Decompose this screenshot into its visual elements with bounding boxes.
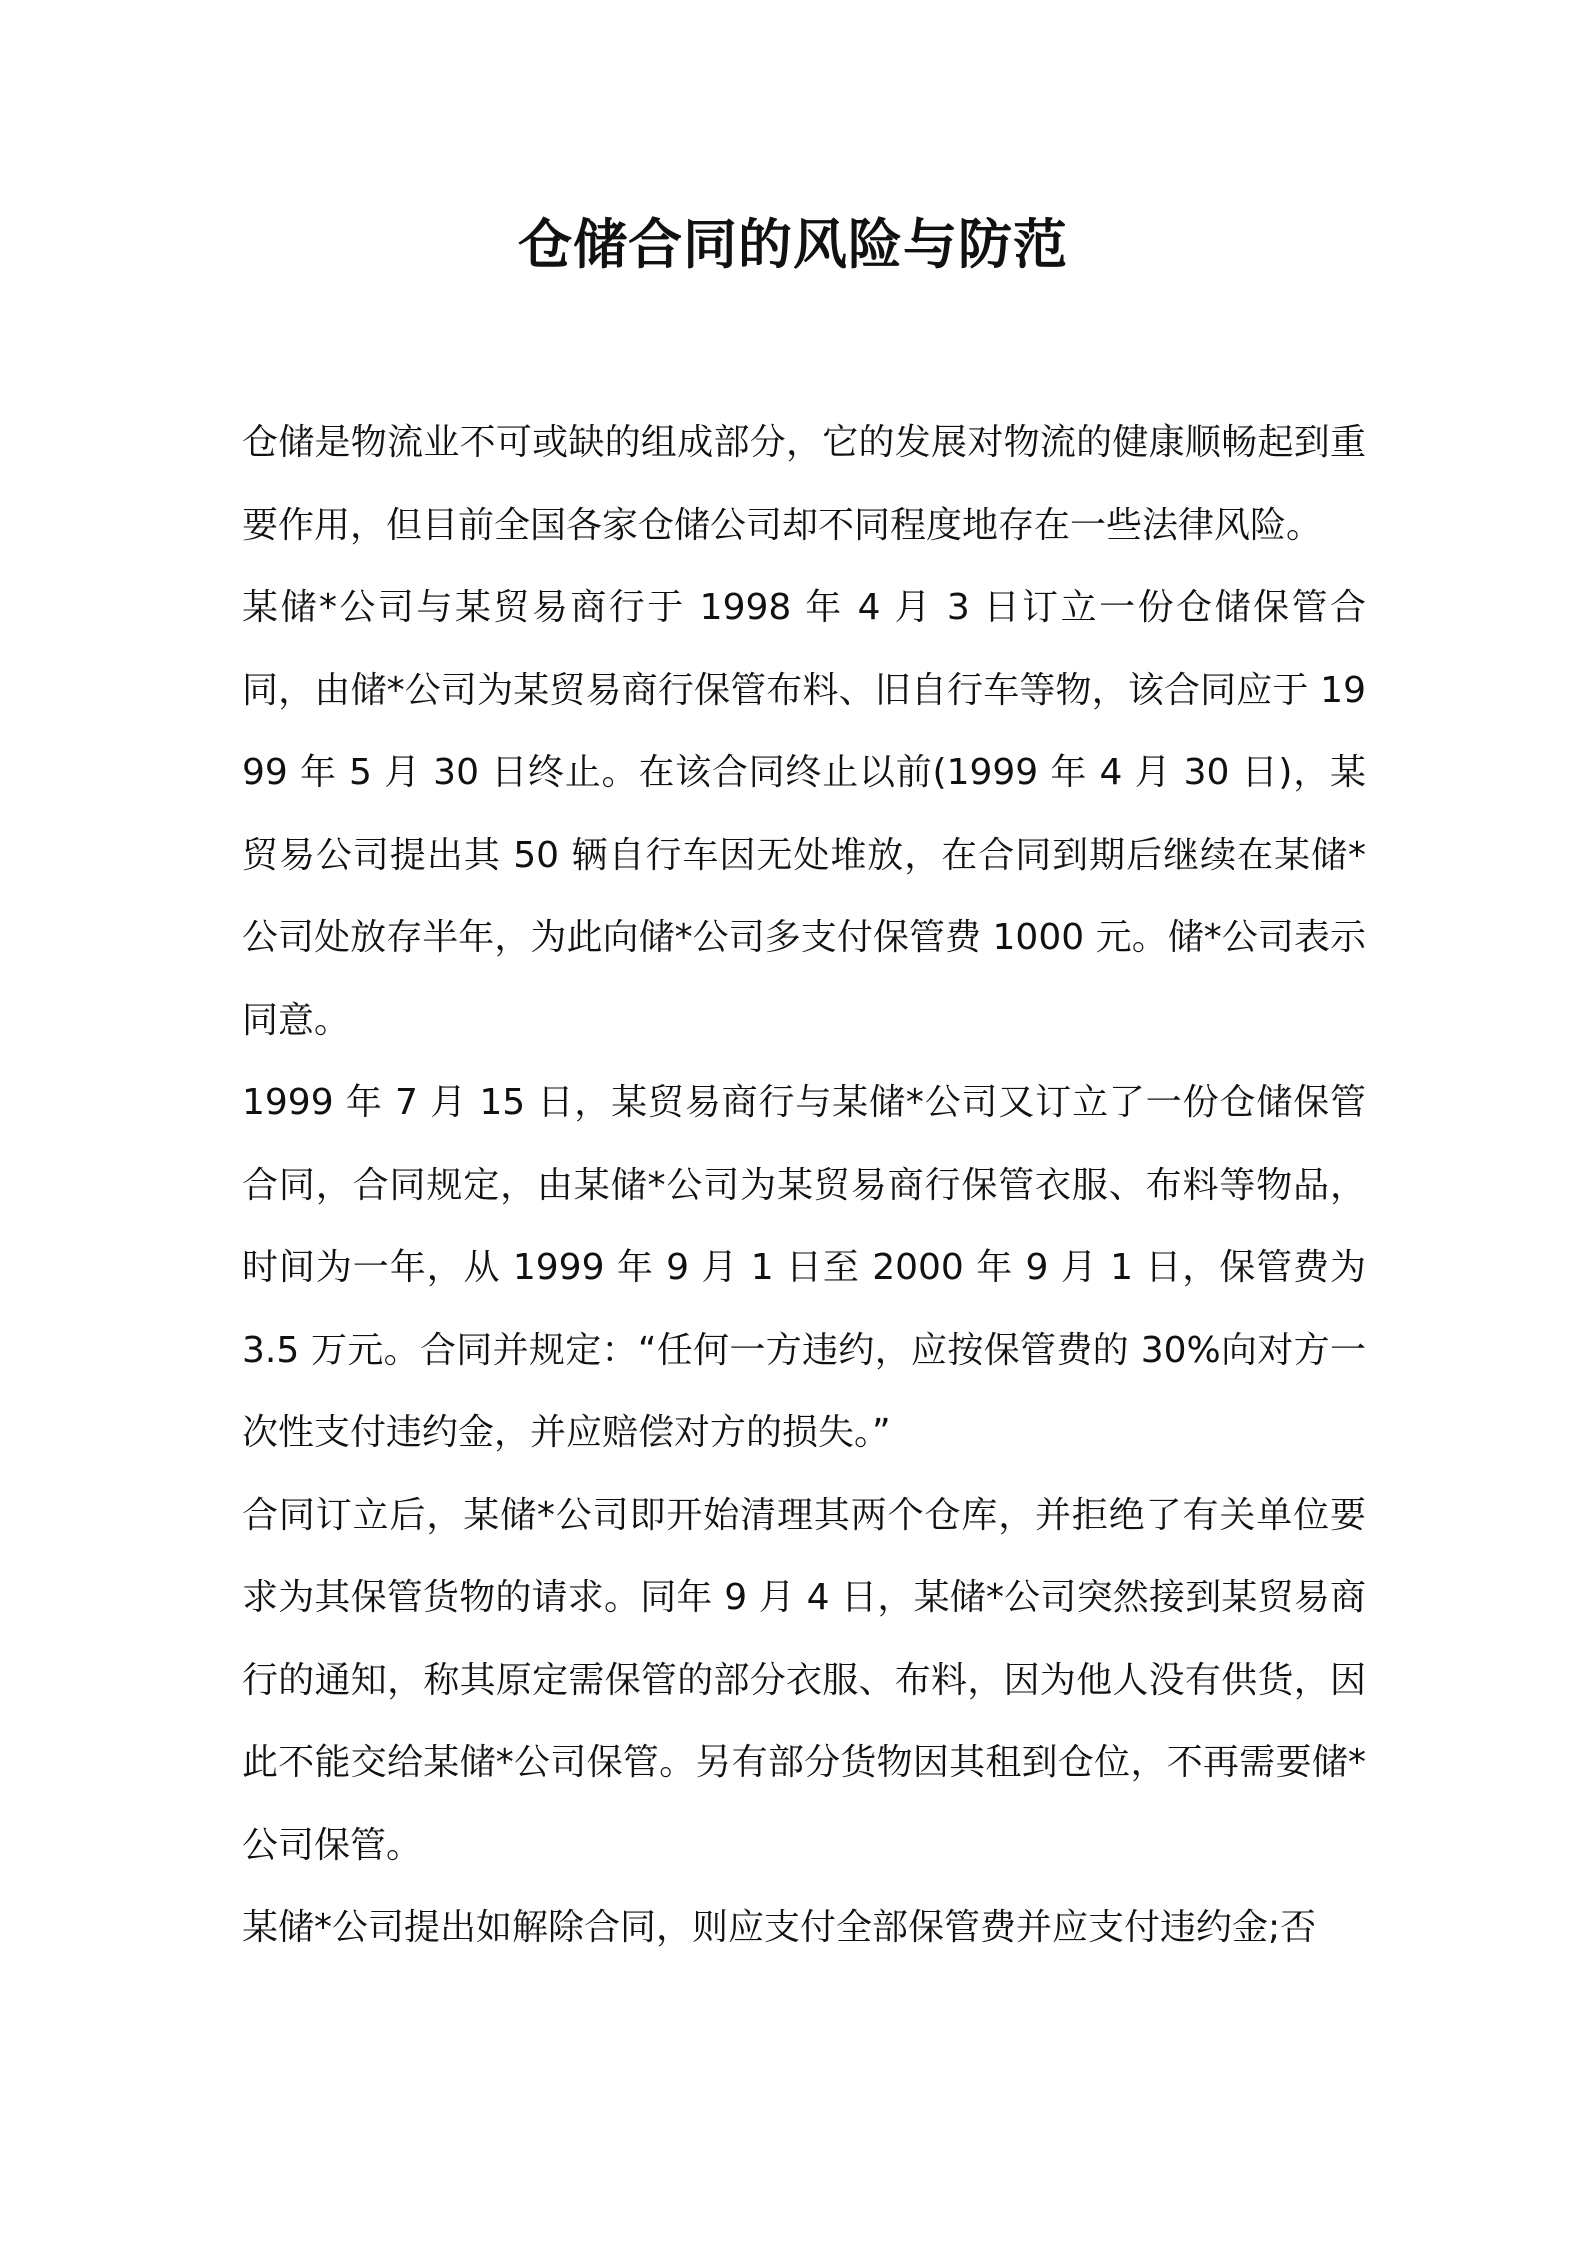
paragraph: 合同订立后，某储*公司即开始清理其两个仓库，并拒绝了有关单位要求为其保管货物的请求。同年 9 月 4 日，某储*公司突然接到某贸易商行的通知，称其原定需保管的部分衣服、布料，因为他人没有供货，因此不能交给某储*公司保管。另有部分货物因其租到仓位，不再需要储*公司保管。 [242, 1494, 1366, 1866]
paragraph: 仓储是物流业不可或缺的组成部分，它的发展对物流的健康顺畅起到重要作用，但目前全国各家仓储公司却不同程度地存在一些法律风险。 [242, 422, 1366, 546]
document-title: 仓储合同的风险与防范 [518, 213, 1068, 276]
paragraph: 某储*公司与某贸易商行于 1998 年 4 月 3 日订立一份仓储保管合同，由储*公司为某贸易商行保管布料、旧自行车等物，该合同应于 1999 年 5 月 30 日终止。在该合同终止以前(1999 年 4 月 30 日)，某贸易公司提出其 50 辆自行车因无处堆放，在合同到期后继续在某储*公司处放存半年，为此向储*公司多支付保管费 1000 元。储*公司表示同意。 [242, 587, 1366, 1041]
document-body [242, 402, 1366, 1970]
paragraph: 1999 年 7 月 15 日，某贸易商行与某储*公司又订立了一份仓储保管合同，合同规定，由某储*公司为某贸易商行保管衣服、布料等物品，时间为一年，从 1999 年 9 月 1 日至 2000 年 9 月 1 日，保管费为 3.5 万元。合同并规定：“任何一方违约，应按保管费的 30%向对方一次性支付违约金，并应赔偿对方的损失。” [242, 1082, 1366, 1453]
paragraph: 某储*公司提出如解除合同，则应支付全部保管费并应支付违约金;否 [242, 1907, 1317, 1948]
